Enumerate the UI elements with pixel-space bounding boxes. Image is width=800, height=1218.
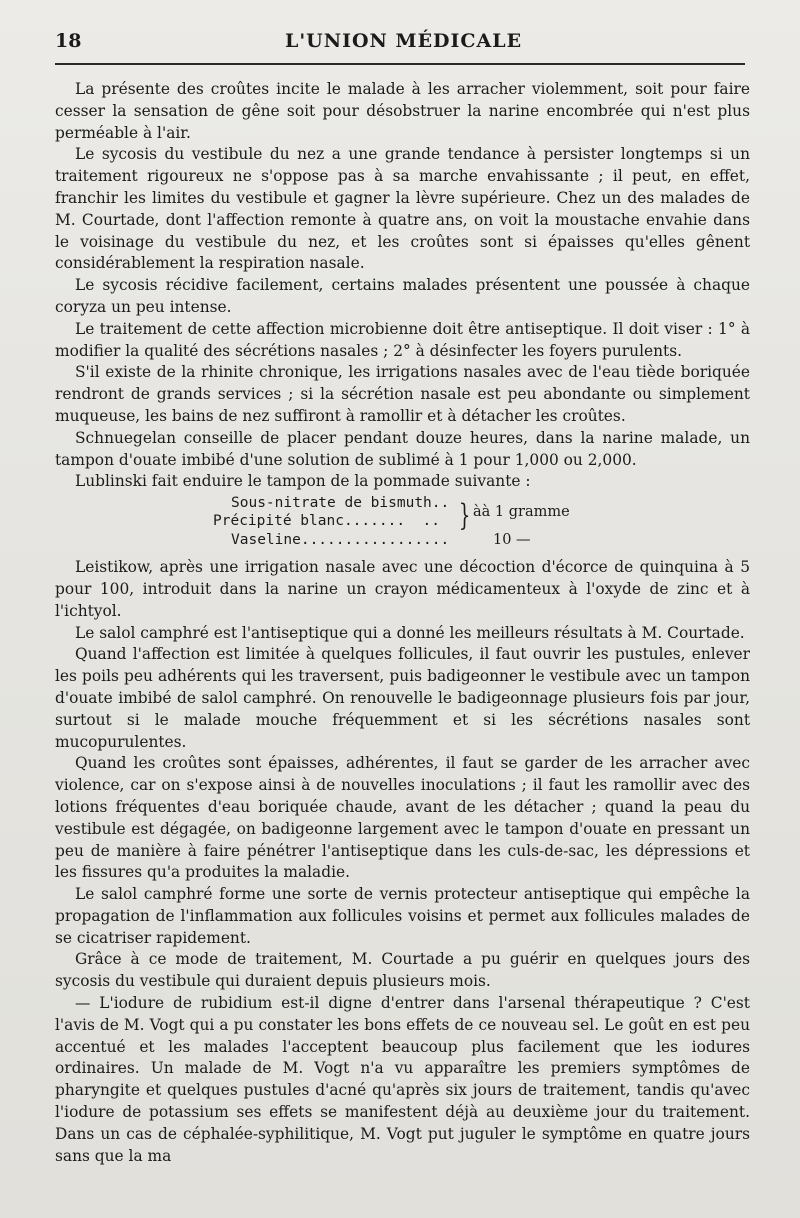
- formula-line: Vaseline.................: [231, 532, 450, 549]
- formula-line: Précipité blanc....... ..: [213, 513, 440, 530]
- body-text: [55, 79, 750, 1167]
- paragraph: Le sycosis récidive facilement, certains malades présentent une poussée à chaque coryza un peu intense.: [55, 276, 750, 316]
- paragraph: Quand les croûtes sont épaisses, adhérentes, il faut se garder de les arracher avec violence, car on s'expose ainsi à de nouvelles inoculations ; il faut les ramollir avec des lotions fréquentes d'eau boriquée chaude, avant de les détacher ; quand la peau du vestibule est dégagée, on badigeonne largement avec le tampon d'ouate en pressant un peu de manière à faire pénétrer l'antiseptique dans les culs-de-sac, les dépressions et les fissures qu'a produites la maladie.: [55, 754, 750, 882]
- formula-line: Sous-nitrate de bismuth..: [231, 495, 450, 512]
- paragraph: Le traitement de cette affection microbienne doit être antiseptique. Il doit viser : 1° à modifier la qualité des sécrétions nasales ; 2° à désinfecter les foyers purulents.: [55, 319, 750, 360]
- formula-dose: àà 1 gramme: [473, 504, 570, 521]
- paragraph: Schnuegelan conseille de placer pendant douze heures, dans la narine malade, un tampon d'ouate imbibé d'une solution de sublimé à 1 pour 1,000 ou 2,000.: [55, 428, 750, 469]
- running-head: L'UNION MÉDICALE: [285, 30, 523, 52]
- paragraph: — L'iodure de rubidium est-il digne d'entrer dans l'arsenal thérapeutique ? C'est l'avis de M. Vogt qui a pu constater les bons effets de ce nouveau sel. Le goût en est peu accentué et les malades l'acceptent beaucoup plus facilement que les iodures ordinaires. Un malade de M. Vogt n'a vu apparaître les premiers symptômes de pharyngite et quelques pustules d'acné qu'après six jours de traitement, tandis qu'avec l'iodure de potassium ses effets se manifestent déjà au deuxième jour du traitement. Dans un cas de céphalée-syphilitique, M. Vogt put juguler le symptôme en quatre jours sans que la ma: [55, 994, 750, 1165]
- page-number: 18: [55, 30, 82, 52]
- paragraph: Leistikow, après une irrigation nasale avec une décoction d'écorce de quinquina à 5 pour 100, introduit dans la narine un crayon médicamenteux à l'oxyde de zinc et à l'ichtyol.: [55, 558, 750, 620]
- brace-symbol: }: [458, 498, 471, 534]
- paragraph: Quand l'affection est limitée à quelques follicules, il faut ouvrir les pustules, enlever les poils peu adhérents qui les traversent, puis badigeonner le vestibule avec un tampon d'ouate imbibé de salol camphré. On renouvelle le badigeonnage plusieurs fois par jour, surtout si le malade mouche fréquemment et si les sécrétions nasales sont mucopurulentes.: [55, 645, 750, 751]
- paragraph: Le sycosis du vestibule du nez a une grande tendance à persister longtemps si un traitement rigoureux ne s'oppose pas à sa marche envahissante ; il peut, en effet, franchir les limites du vestibule et gagner la lèvre supérieure. Chez un des malades de M. Courtade, dont l'affection remonte à quatre ans, on voit la moustache envahie dans le voisinage du vestibule du nez, et les croûtes sont si épaisses qu'elles gênent considérablement la respiration nasale.: [55, 145, 750, 273]
- paragraph: S'il existe de la rhinite chronique, les irrigations nasales avec de l'eau tiède boriquée rendront de grands services ; si la sécrétion nasale est peu abondante ou simplement muqueuse, les bains de nez suffiront à ramollir et à détacher les croûtes.: [55, 363, 750, 425]
- paragraph: Lublinski fait enduire le tampon de la pommade suivante :: [75, 472, 531, 491]
- paragraph: Le salol camphré forme une sorte de vernis protecteur antiseptique qui empêche la propagation de l'inflammation aux follicules voisins et permet aux follicules malades de se cicatriser rapidement.: [55, 885, 750, 947]
- paragraph: Le salol camphré est l'antiseptique qui a donné les meilleurs résultats à M. Courtade.: [75, 623, 745, 642]
- formula-dose: 10 —: [493, 532, 531, 549]
- header-rule: [55, 63, 745, 65]
- prescription-formula: [55, 493, 750, 557]
- paragraph: La présente des croûtes incite le malade à les arracher violemment, soit pour faire cesser la sensation de gêne soit pour désobstruer la narine encombrée qui n'est plus perméable à l'air.: [55, 80, 750, 142]
- paragraph: Grâce à ce mode de traitement, M. Courtade a pu guérir en quelques jours des sycosis du vestibule qui duraient depuis plusieurs mois.: [55, 950, 750, 991]
